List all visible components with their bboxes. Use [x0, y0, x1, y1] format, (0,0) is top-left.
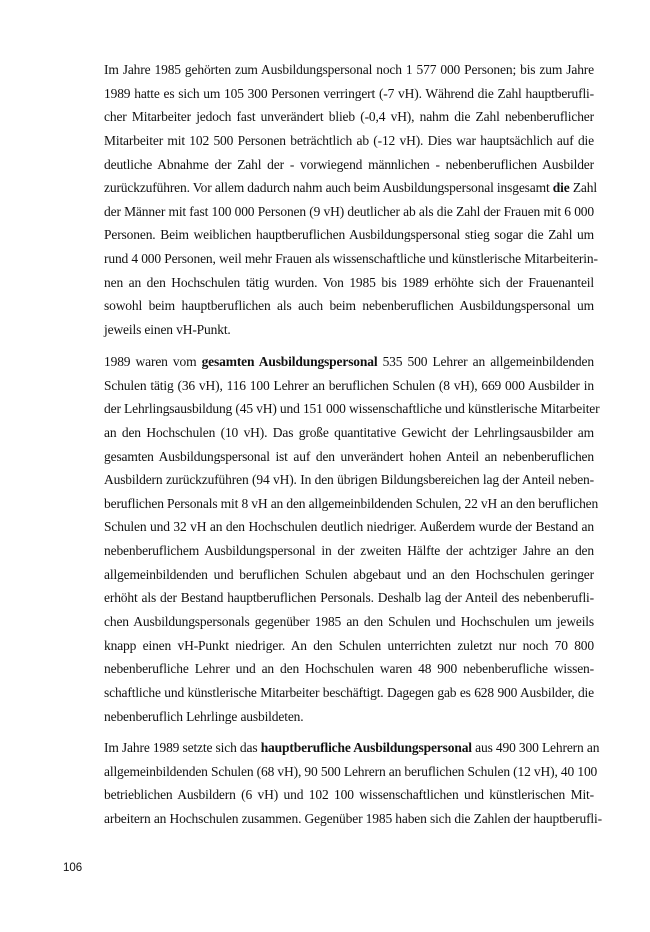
text-run: der Lehrlingsausbildung (45 vH) und 151 000 wissenschaftliche und künstlerische Mitarbeiter — [104, 401, 600, 417]
text-line — [104, 129, 594, 153]
text-line — [104, 681, 594, 705]
text-line — [104, 760, 598, 784]
text-run: allgemeinbildenden Schulen (68 vH), 90 500 Lehrern an beruflichen Schulen (12 vH), 40 100 — [104, 763, 598, 779]
bold-text-run: die — [552, 180, 570, 196]
text-run: betrieblichen Ausbildern (6 vH) und 102 100 wissenschaftlichen und künstlerischen Mit- — [104, 787, 594, 803]
text-line — [104, 445, 594, 469]
text-line — [104, 223, 594, 247]
text-run: cher Mitarbeiter jedoch fast unverändert blieb (-0,4 vH), nahm die Zahl nebenberuflicher — [104, 109, 594, 125]
bold-text-run: hauptberufliche Ausbildungspersonal — [260, 740, 472, 755]
text-line — [104, 374, 594, 398]
text-run: rund 4 000 Personen, weil mehr Frauen als wissenschaftliche und künstlerische Mitarbeiterin- — [104, 251, 598, 267]
bold-text-run: gesamten Ausbildungspersonal — [201, 354, 378, 369]
text-run: arbeitern an Hochschulen zusammen. Gegenüber 1985 haben sich die Zahlen der hauptberufli- — [104, 810, 602, 826]
text-line — [104, 176, 597, 200]
text-run: gesamten Ausbildungspersonal ist auf den unverändert hohen Anteil an nebenberuflichen — [104, 448, 594, 464]
text-run: Ausbildern zurückzuführen (94 vH). In den übrigen Bildungsbereichen lag der Anteil neben- — [104, 472, 594, 488]
text-line — [104, 563, 594, 587]
text-run: an den Hochschulen (10 vH). Das große quantitative Gewicht der Lehrlingsausbilder am — [104, 424, 594, 440]
text-line — [104, 271, 594, 295]
text-line — [104, 539, 594, 563]
text-line — [104, 200, 594, 224]
text-run: jeweils einen vH-Punkt. — [104, 322, 231, 338]
text-line — [104, 657, 594, 681]
text-run: nebenberuflich Lehrlinge ausbildeten. — [104, 708, 304, 724]
text-line — [104, 247, 598, 271]
text-line — [104, 492, 599, 516]
paragraph — [104, 58, 598, 342]
text-run: nebenberufliche Lehrer und an den Hochschulen waren 48 900 nebenberufliche wissen- — [104, 661, 594, 677]
text-run: 1989 waren vom — [104, 354, 202, 369]
text-line — [104, 468, 594, 492]
text-run: allgemeinbildenden und beruflichen Schulen abgebaut und an den Hochschulen geringer — [104, 566, 594, 582]
paragraph — [104, 350, 600, 728]
text-run: aus 490 300 Lehrern an — [471, 740, 600, 755]
text-line — [104, 58, 594, 82]
text-line — [104, 153, 594, 177]
text-run: nen an den Hochschulen tätig wurden. Von 1985 bis 1989 erhöhte sich der Frauenanteil — [104, 274, 594, 290]
text-run: Schulen und 32 vH an den Hochschulen deutlich niedriger. Außerdem wurde der Bestand an — [104, 519, 594, 535]
text-run: knapp einen vH-Punkt niedriger. An den Schulen unterrichten zuletzt nur noch 70 800 — [104, 637, 594, 653]
text-run: schaftliche und künstlerische Mitarbeiter beschäftigt. Dagegen gab es 628 900 Ausbilder, die — [104, 684, 594, 700]
text-run: Mitarbeiter mit 102 500 Personen beträchtlich ab (-12 vH). Dies war hauptsächlich auf die — [104, 132, 594, 148]
text-run: Zahl — [569, 180, 597, 196]
text-run: der Männer mit fast 100 000 Personen (9 vH) deutlicher ab als die Zahl der Frauen mit 6 000 — [104, 203, 594, 219]
text-run: erhöht als der Bestand hauptberuflichen Personals. Deshalb lag der Anteil des nebenberufli- — [104, 590, 594, 606]
text-line — [104, 82, 594, 106]
text-line — [104, 350, 594, 374]
text-line — [104, 634, 594, 658]
text-run: Personen. Beim weiblichen hauptberuflichen Ausbildungspersonal stieg sogar die Zahl um — [104, 227, 594, 243]
page-number: 106 — [63, 862, 83, 874]
text-line — [104, 515, 594, 539]
text-run: zurückzuführen. Vor allem dadurch nahm auch beim Ausbildungspersonal insgesamt — [104, 180, 553, 196]
text-run: sowohl beim hauptberuflichen als auch beim nebenberuflichen Ausbildungspersonal um — [104, 298, 594, 314]
paragraph — [104, 736, 602, 831]
text-run: chen Ausbildungspersonals gegenüber 1985 an den Schulen und Hochschulen um jeweils — [104, 614, 594, 630]
text-line — [104, 783, 594, 807]
text-run: 1989 hatte es sich um 105 300 Personen verringert (-7 vH). Während die Zahl hauptberufli- — [104, 85, 594, 101]
text-run: 535 500 Lehrer an allgemeinbildenden — [377, 354, 594, 369]
text-line — [104, 807, 602, 831]
text-line — [104, 105, 594, 129]
text-line — [104, 294, 594, 318]
text-line — [104, 610, 594, 634]
text-run: Im Jahre 1985 gehörten zum Ausbildungspersonal noch 1 577 000 Personen; bis zum Jahre — [104, 62, 594, 77]
text-run: beruflichen Personals mit 8 vH an den allgemeinbildenden Schulen, 22 vH an den beruflichen — [104, 495, 599, 511]
text-run: nebenberuflichem Ausbildungspersonal in der zweiten Hälfte der achtziger Jahre an den — [104, 543, 594, 559]
text-run: Schulen tätig (36 vH), 116 100 Lehrer an beruflichen Schulen (8 vH), 669 000 Ausbilder in — [104, 377, 594, 393]
text-line — [104, 397, 600, 421]
text-line — [104, 705, 594, 729]
text-run: deutliche Abnahme der Zahl der - vorwiegend männlichen - nebenberuflichen Ausbilder — [104, 156, 594, 172]
text-line — [104, 736, 600, 760]
text-line — [104, 421, 594, 445]
text-line — [104, 586, 594, 610]
text-line — [104, 318, 594, 342]
text-run: Im Jahre 1989 setzte sich das — [104, 740, 261, 755]
